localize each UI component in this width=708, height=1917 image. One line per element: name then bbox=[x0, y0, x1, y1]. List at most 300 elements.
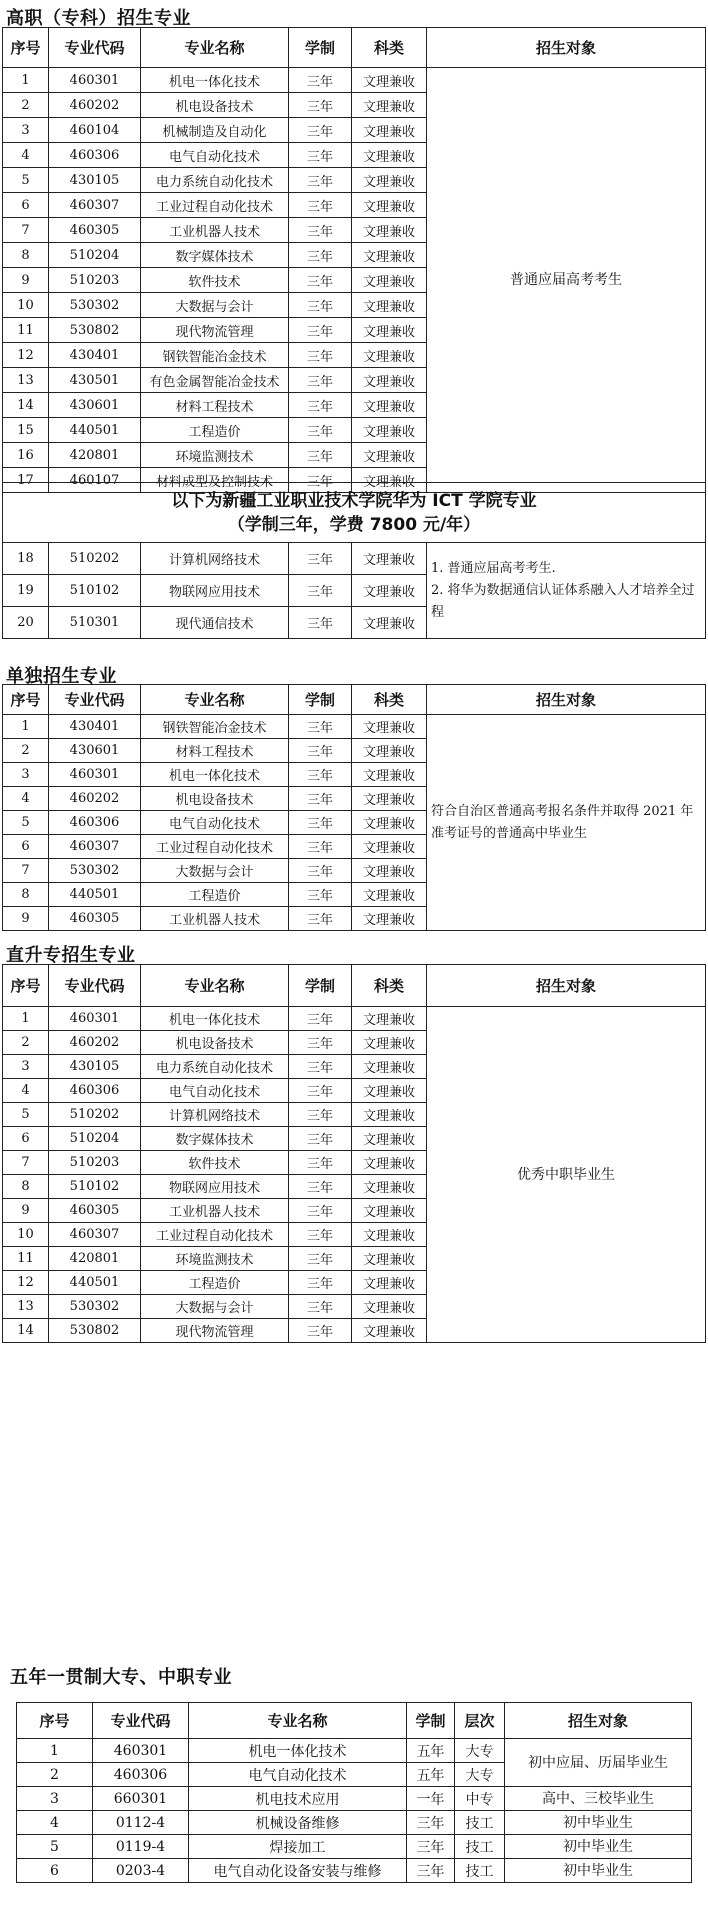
huawei-ict-banner bbox=[2, 482, 706, 542]
cell-seq: 10 bbox=[3, 293, 49, 318]
cell-seq: 4 bbox=[3, 143, 49, 168]
cell-category: 文理兼收 bbox=[352, 1319, 427, 1343]
cell-duration: 三年 bbox=[289, 1223, 352, 1247]
cell-name: 工业过程自动化技术 bbox=[141, 193, 289, 218]
cell-code: 530302 bbox=[49, 293, 141, 318]
cell-seq: 3 bbox=[3, 118, 49, 143]
cell-duration: 三年 bbox=[289, 763, 352, 787]
header-duration: 学制 bbox=[289, 685, 352, 715]
cell-seq: 18 bbox=[3, 543, 49, 575]
cell-name: 电气自动化技术 bbox=[141, 143, 289, 168]
cell-code: 510203 bbox=[49, 268, 141, 293]
cell-duration: 三年 bbox=[289, 811, 352, 835]
cell-seq: 8 bbox=[3, 243, 49, 268]
cell-code: 460104 bbox=[49, 118, 141, 143]
cell-seq: 19 bbox=[3, 575, 49, 607]
cell-duration: 三年 bbox=[289, 143, 352, 168]
table-huawei-ict bbox=[2, 542, 706, 639]
cell-code: 660301 bbox=[93, 1787, 189, 1811]
cell-name: 焊接加工 bbox=[189, 1835, 407, 1859]
cell-category: 文理兼收 bbox=[352, 343, 427, 368]
cell-category: 文理兼收 bbox=[352, 443, 427, 468]
cell-duration: 三年 bbox=[289, 1151, 352, 1175]
cell-code: 460306 bbox=[49, 811, 141, 835]
table-five-year bbox=[16, 1702, 692, 1883]
cell-seq: 12 bbox=[3, 1271, 49, 1295]
cell-duration: 三年 bbox=[289, 715, 352, 739]
cell-category: 文理兼收 bbox=[352, 1295, 427, 1319]
cell-name: 电气自动化技术 bbox=[141, 1079, 289, 1103]
cell-code: 510204 bbox=[49, 243, 141, 268]
cell-duration: 三年 bbox=[289, 93, 352, 118]
table-row bbox=[3, 543, 706, 575]
cell-name: 机电设备技术 bbox=[141, 93, 289, 118]
cell-seq: 2 bbox=[3, 739, 49, 763]
cell-name: 工程造价 bbox=[141, 883, 289, 907]
cell-category: 文理兼收 bbox=[352, 1031, 427, 1055]
cell-duration: 一年 bbox=[407, 1787, 455, 1811]
cell-name: 有色金属智能冶金技术 bbox=[141, 368, 289, 393]
cell-name: 电气自动化设备安装与维修 bbox=[189, 1859, 407, 1883]
header-seq: 序号 bbox=[3, 685, 49, 715]
cell-seq: 14 bbox=[3, 1319, 49, 1343]
cell-seq: 20 bbox=[3, 607, 49, 639]
table-row bbox=[3, 715, 706, 739]
cell-duration: 三年 bbox=[289, 468, 352, 493]
cell-duration: 三年 bbox=[289, 68, 352, 93]
cell-code: 460306 bbox=[49, 143, 141, 168]
cell-category: 文理兼收 bbox=[352, 1055, 427, 1079]
cell-code: 460307 bbox=[49, 193, 141, 218]
cell-seq: 7 bbox=[3, 859, 49, 883]
cell-category: 文理兼收 bbox=[352, 68, 427, 93]
cell-name: 现代物流管理 bbox=[141, 318, 289, 343]
cell-code: 510102 bbox=[49, 1175, 141, 1199]
cell-code: 460301 bbox=[49, 763, 141, 787]
cell-code: 0112-4 bbox=[93, 1811, 189, 1835]
cell-code: 430401 bbox=[49, 715, 141, 739]
cell-seq: 9 bbox=[3, 907, 49, 931]
cell-code: 460305 bbox=[49, 1199, 141, 1223]
cell-seq: 13 bbox=[3, 368, 49, 393]
banner-line1: 以下为新疆工业职业技术学院华为 ICT 学院专业 bbox=[171, 491, 537, 511]
cell-duration: 三年 bbox=[289, 1271, 352, 1295]
cell-name: 机电一体化技术 bbox=[141, 1007, 289, 1031]
cell-seq: 9 bbox=[3, 1199, 49, 1223]
header-target: 招生对象 bbox=[505, 1703, 692, 1739]
cell-name: 大数据与会计 bbox=[141, 293, 289, 318]
cell-category: 文理兼收 bbox=[352, 1247, 427, 1271]
header-code: 专业代码 bbox=[93, 1703, 189, 1739]
cell-seq: 11 bbox=[3, 318, 49, 343]
cell-name: 机电一体化技术 bbox=[189, 1739, 407, 1763]
cell-category: 技工 bbox=[455, 1835, 505, 1859]
cell-duration: 三年 bbox=[289, 1103, 352, 1127]
table-header-row bbox=[3, 685, 706, 715]
cell-seq: 6 bbox=[17, 1859, 93, 1883]
cell-category: 文理兼收 bbox=[352, 1127, 427, 1151]
header-category: 科类 bbox=[352, 965, 427, 1007]
cell-seq: 7 bbox=[3, 218, 49, 243]
cell-code: 460307 bbox=[49, 835, 141, 859]
cell-category: 文理兼收 bbox=[352, 811, 427, 835]
cell-code: 0119-4 bbox=[93, 1835, 189, 1859]
cell-seq: 3 bbox=[3, 763, 49, 787]
cell-code: 530302 bbox=[49, 1295, 141, 1319]
table-higher-vocational bbox=[2, 27, 706, 493]
cell-name: 工程造价 bbox=[141, 1271, 289, 1295]
cell-category: 文理兼收 bbox=[352, 1271, 427, 1295]
header-duration: 学制 bbox=[407, 1703, 455, 1739]
cell-name: 工业机器人技术 bbox=[141, 907, 289, 931]
cell-category: 文理兼收 bbox=[352, 787, 427, 811]
cell-name: 钢铁智能冶金技术 bbox=[141, 715, 289, 739]
cell-category: 文理兼收 bbox=[352, 93, 427, 118]
cell-name: 工业过程自动化技术 bbox=[141, 1223, 289, 1247]
cell-category: 文理兼收 bbox=[352, 1199, 427, 1223]
cell-seq: 12 bbox=[3, 343, 49, 368]
cell-duration: 三年 bbox=[289, 607, 352, 639]
header-code: 专业代码 bbox=[49, 685, 141, 715]
table-row bbox=[17, 1859, 692, 1883]
table-row bbox=[17, 1739, 692, 1763]
cell-code: 460301 bbox=[49, 68, 141, 93]
cell-seq: 4 bbox=[3, 787, 49, 811]
header-name: 专业名称 bbox=[189, 1703, 407, 1739]
cell-duration: 三年 bbox=[289, 575, 352, 607]
table-direct-upgrade bbox=[2, 964, 706, 1343]
cell-name: 物联网应用技术 bbox=[141, 575, 289, 607]
cell-category: 文理兼收 bbox=[352, 293, 427, 318]
cell-code: 510102 bbox=[49, 575, 141, 607]
cell-code: 430401 bbox=[49, 343, 141, 368]
cell-seq: 15 bbox=[3, 418, 49, 443]
cell-name: 机械制造及自动化 bbox=[141, 118, 289, 143]
cell-code: 530802 bbox=[49, 1319, 141, 1343]
cell-duration: 三年 bbox=[289, 343, 352, 368]
header-seq: 序号 bbox=[3, 965, 49, 1007]
cell-category: 文理兼收 bbox=[352, 1223, 427, 1247]
cell-name: 计算机网络技术 bbox=[141, 1103, 289, 1127]
cell-name: 材料成型及控制技术 bbox=[141, 468, 289, 493]
table-header-row bbox=[17, 1703, 692, 1739]
cell-code: 430601 bbox=[49, 739, 141, 763]
cell-seq: 3 bbox=[3, 1055, 49, 1079]
cell-duration: 三年 bbox=[407, 1835, 455, 1859]
cell-code: 510204 bbox=[49, 1127, 141, 1151]
header-duration: 学制 bbox=[289, 28, 352, 68]
cell-seq: 7 bbox=[3, 1151, 49, 1175]
cell-code: 460305 bbox=[49, 907, 141, 931]
header-seq: 序号 bbox=[3, 28, 49, 68]
cell-duration: 三年 bbox=[289, 218, 352, 243]
header-seq: 序号 bbox=[17, 1703, 93, 1739]
cell-category: 文理兼收 bbox=[352, 143, 427, 168]
cell-code: 530802 bbox=[49, 318, 141, 343]
cell-duration: 三年 bbox=[289, 418, 352, 443]
cell-name: 数字媒体技术 bbox=[141, 243, 289, 268]
cell-name: 软件技术 bbox=[141, 268, 289, 293]
cell-duration: 五年 bbox=[407, 1763, 455, 1787]
cell-seq: 1 bbox=[17, 1739, 93, 1763]
cell-seq: 11 bbox=[3, 1247, 49, 1271]
cell-seq: 8 bbox=[3, 883, 49, 907]
cell-duration: 三年 bbox=[289, 1127, 352, 1151]
cell-code: 430105 bbox=[49, 1055, 141, 1079]
cell-seq: 1 bbox=[3, 68, 49, 93]
cell-duration: 三年 bbox=[407, 1811, 455, 1835]
cell-seq: 5 bbox=[17, 1835, 93, 1859]
section5-title: 五年一贯制大专、中职专业 bbox=[10, 1667, 232, 1688]
cell-category: 文理兼收 bbox=[352, 1079, 427, 1103]
cell-name: 计算机网络技术 bbox=[141, 543, 289, 575]
cell-name: 电气自动化技术 bbox=[189, 1763, 407, 1787]
header-target: 招生对象 bbox=[427, 28, 706, 68]
cell-category: 文理兼收 bbox=[352, 1151, 427, 1175]
cell-seq: 4 bbox=[3, 1079, 49, 1103]
cell-category: 文理兼收 bbox=[352, 543, 427, 575]
cell-category: 技工 bbox=[455, 1859, 505, 1883]
cell-duration: 三年 bbox=[289, 1175, 352, 1199]
cell-name: 物联网应用技术 bbox=[141, 1175, 289, 1199]
cell-duration: 三年 bbox=[289, 1055, 352, 1079]
cell-duration: 三年 bbox=[289, 293, 352, 318]
header-level: 层次 bbox=[455, 1703, 505, 1739]
cell-code: 460301 bbox=[49, 1007, 141, 1031]
cell-duration: 三年 bbox=[289, 787, 352, 811]
cell-name: 大数据与会计 bbox=[141, 1295, 289, 1319]
header-name: 专业名称 bbox=[141, 28, 289, 68]
cell-duration: 三年 bbox=[289, 168, 352, 193]
cell-code: 430601 bbox=[49, 393, 141, 418]
cell-name: 机电一体化技术 bbox=[141, 68, 289, 93]
cell-category: 文理兼收 bbox=[352, 835, 427, 859]
cell-category: 文理兼收 bbox=[352, 218, 427, 243]
cell-category: 文理兼收 bbox=[352, 418, 427, 443]
cell-category: 文理兼收 bbox=[352, 193, 427, 218]
cell-code: 460306 bbox=[93, 1763, 189, 1787]
cell-duration: 三年 bbox=[289, 1007, 352, 1031]
enrollment-target: 普通应届高考考生 bbox=[427, 68, 706, 493]
cell-name: 电力系统自动化技术 bbox=[141, 1055, 289, 1079]
header-name: 专业名称 bbox=[141, 965, 289, 1007]
enrollment-target: 初中毕业生 bbox=[505, 1811, 692, 1835]
cell-code: 440501 bbox=[49, 883, 141, 907]
cell-seq: 1 bbox=[3, 715, 49, 739]
cell-category: 文理兼收 bbox=[352, 607, 427, 639]
cell-name: 数字媒体技术 bbox=[141, 1127, 289, 1151]
cell-duration: 三年 bbox=[289, 393, 352, 418]
enrollment-target: 符合自治区普通高考报名条件并取得 2021 年准考证号的普通高中毕业生 bbox=[427, 715, 706, 931]
enrollment-target: 初中毕业生 bbox=[505, 1859, 692, 1883]
cell-name: 机电一体化技术 bbox=[141, 763, 289, 787]
table-row bbox=[17, 1811, 692, 1835]
cell-code: 440501 bbox=[49, 418, 141, 443]
cell-code: 460202 bbox=[49, 1031, 141, 1055]
cell-code: 460305 bbox=[49, 218, 141, 243]
enrollment-target: 初中毕业生 bbox=[505, 1835, 692, 1859]
cell-seq: 17 bbox=[3, 468, 49, 493]
table-header-row bbox=[3, 965, 706, 1007]
cell-code: 430105 bbox=[49, 168, 141, 193]
cell-category: 文理兼收 bbox=[352, 763, 427, 787]
cell-code: 420801 bbox=[49, 443, 141, 468]
cell-duration: 三年 bbox=[289, 835, 352, 859]
section4-title: 直升专招生专业 bbox=[6, 945, 136, 966]
cell-duration: 三年 bbox=[289, 193, 352, 218]
cell-duration: 三年 bbox=[289, 443, 352, 468]
cell-code: 510203 bbox=[49, 1151, 141, 1175]
cell-code: 440501 bbox=[49, 1271, 141, 1295]
cell-duration: 三年 bbox=[289, 318, 352, 343]
cell-name: 大数据与会计 bbox=[141, 859, 289, 883]
header-code: 专业代码 bbox=[49, 965, 141, 1007]
enrollment-target: 初中应届、历届毕业生 bbox=[505, 1739, 692, 1787]
cell-name: 电气自动化技术 bbox=[141, 811, 289, 835]
cell-category: 文理兼收 bbox=[352, 268, 427, 293]
cell-seq: 6 bbox=[3, 193, 49, 218]
cell-name: 电力系统自动化技术 bbox=[141, 168, 289, 193]
cell-category: 文理兼收 bbox=[352, 118, 427, 143]
enrollment-target: 优秀中职毕业生 bbox=[427, 1007, 706, 1343]
cell-name: 工业机器人技术 bbox=[141, 218, 289, 243]
cell-category: 文理兼收 bbox=[352, 575, 427, 607]
cell-seq: 5 bbox=[3, 168, 49, 193]
header-duration: 学制 bbox=[289, 965, 352, 1007]
enrollment-target: 高中、三校毕业生 bbox=[505, 1787, 692, 1811]
cell-seq: 6 bbox=[3, 835, 49, 859]
cell-name: 机械设备维修 bbox=[189, 1811, 407, 1835]
cell-seq: 10 bbox=[3, 1223, 49, 1247]
cell-code: 0203-4 bbox=[93, 1859, 189, 1883]
cell-duration: 三年 bbox=[289, 1319, 352, 1343]
cell-code: 460202 bbox=[49, 93, 141, 118]
header-target: 招生对象 bbox=[427, 685, 706, 715]
cell-duration: 三年 bbox=[289, 543, 352, 575]
cell-category: 文理兼收 bbox=[352, 318, 427, 343]
cell-name: 机电设备技术 bbox=[141, 1031, 289, 1055]
header-category: 科类 bbox=[352, 685, 427, 715]
cell-code: 420801 bbox=[49, 1247, 141, 1271]
cell-name: 环境监测技术 bbox=[141, 443, 289, 468]
header-category: 科类 bbox=[352, 28, 427, 68]
cell-category: 文理兼收 bbox=[352, 368, 427, 393]
cell-category: 文理兼收 bbox=[352, 243, 427, 268]
cell-category: 中专 bbox=[455, 1787, 505, 1811]
cell-duration: 三年 bbox=[289, 368, 352, 393]
cell-seq: 13 bbox=[3, 1295, 49, 1319]
section1-title: 高职（专科）招生专业 bbox=[6, 8, 191, 29]
cell-duration: 三年 bbox=[289, 1247, 352, 1271]
cell-category: 文理兼收 bbox=[352, 1103, 427, 1127]
cell-code: 510202 bbox=[49, 543, 141, 575]
cell-name: 软件技术 bbox=[141, 1151, 289, 1175]
cell-code: 510202 bbox=[49, 1103, 141, 1127]
cell-name: 工业机器人技术 bbox=[141, 1199, 289, 1223]
cell-code: 460107 bbox=[49, 468, 141, 493]
cell-duration: 三年 bbox=[289, 883, 352, 907]
header-name: 专业名称 bbox=[141, 685, 289, 715]
cell-code: 430501 bbox=[49, 368, 141, 393]
cell-name: 机电设备技术 bbox=[141, 787, 289, 811]
cell-name: 工程造价 bbox=[141, 418, 289, 443]
cell-duration: 五年 bbox=[407, 1739, 455, 1763]
cell-code: 460306 bbox=[49, 1079, 141, 1103]
cell-code: 460202 bbox=[49, 787, 141, 811]
cell-seq: 14 bbox=[3, 393, 49, 418]
cell-duration: 三年 bbox=[289, 739, 352, 763]
table-row bbox=[3, 1007, 706, 1031]
cell-seq: 2 bbox=[17, 1763, 93, 1787]
cell-name: 环境监测技术 bbox=[141, 1247, 289, 1271]
header-code: 专业代码 bbox=[49, 28, 141, 68]
cell-category: 文理兼收 bbox=[352, 468, 427, 493]
cell-category: 文理兼收 bbox=[352, 168, 427, 193]
cell-duration: 三年 bbox=[289, 859, 352, 883]
cell-category: 大专 bbox=[455, 1763, 505, 1787]
banner-line2: （学制三年，学费 7800 元/年） bbox=[227, 515, 481, 535]
cell-name: 材料工程技术 bbox=[141, 393, 289, 418]
cell-seq: 16 bbox=[3, 443, 49, 468]
cell-seq: 4 bbox=[17, 1811, 93, 1835]
cell-duration: 三年 bbox=[289, 1295, 352, 1319]
cell-category: 技工 bbox=[455, 1811, 505, 1835]
cell-code: 460307 bbox=[49, 1223, 141, 1247]
cell-seq: 1 bbox=[3, 1007, 49, 1031]
cell-seq: 8 bbox=[3, 1175, 49, 1199]
cell-seq: 2 bbox=[3, 1031, 49, 1055]
enrollment-target: 1. 普通应届高考考生. 2. 将华为数据通信认证体系融入人才培养全过程 bbox=[427, 543, 706, 639]
table-independent-enrollment bbox=[2, 684, 706, 931]
header-target: 招生对象 bbox=[427, 965, 706, 1007]
cell-category: 文理兼收 bbox=[352, 1007, 427, 1031]
cell-seq: 3 bbox=[17, 1787, 93, 1811]
cell-name: 机电技术应用 bbox=[189, 1787, 407, 1811]
table-row bbox=[17, 1787, 692, 1811]
table-header-row bbox=[3, 28, 706, 68]
cell-name: 现代通信技术 bbox=[141, 607, 289, 639]
cell-code: 460301 bbox=[93, 1739, 189, 1763]
cell-seq: 6 bbox=[3, 1127, 49, 1151]
cell-duration: 三年 bbox=[289, 268, 352, 293]
cell-name: 现代物流管理 bbox=[141, 1319, 289, 1343]
cell-name: 钢铁智能冶金技术 bbox=[141, 343, 289, 368]
cell-seq: 9 bbox=[3, 268, 49, 293]
cell-name: 工业过程自动化技术 bbox=[141, 835, 289, 859]
cell-category: 文理兼收 bbox=[352, 739, 427, 763]
cell-category: 文理兼收 bbox=[352, 859, 427, 883]
cell-category: 文理兼收 bbox=[352, 393, 427, 418]
table-row bbox=[17, 1835, 692, 1859]
cell-seq: 5 bbox=[3, 1103, 49, 1127]
cell-category: 文理兼收 bbox=[352, 883, 427, 907]
cell-code: 530302 bbox=[49, 859, 141, 883]
cell-duration: 三年 bbox=[289, 118, 352, 143]
cell-category: 文理兼收 bbox=[352, 907, 427, 931]
cell-category: 文理兼收 bbox=[352, 1175, 427, 1199]
table-row bbox=[3, 68, 706, 93]
cell-code: 510301 bbox=[49, 607, 141, 639]
cell-category: 大专 bbox=[455, 1739, 505, 1763]
cell-seq: 2 bbox=[3, 93, 49, 118]
cell-duration: 三年 bbox=[289, 1199, 352, 1223]
cell-category: 文理兼收 bbox=[352, 715, 427, 739]
cell-seq: 5 bbox=[3, 811, 49, 835]
cell-duration: 三年 bbox=[407, 1859, 455, 1883]
cell-duration: 三年 bbox=[289, 1031, 352, 1055]
cell-duration: 三年 bbox=[289, 243, 352, 268]
cell-duration: 三年 bbox=[289, 907, 352, 931]
